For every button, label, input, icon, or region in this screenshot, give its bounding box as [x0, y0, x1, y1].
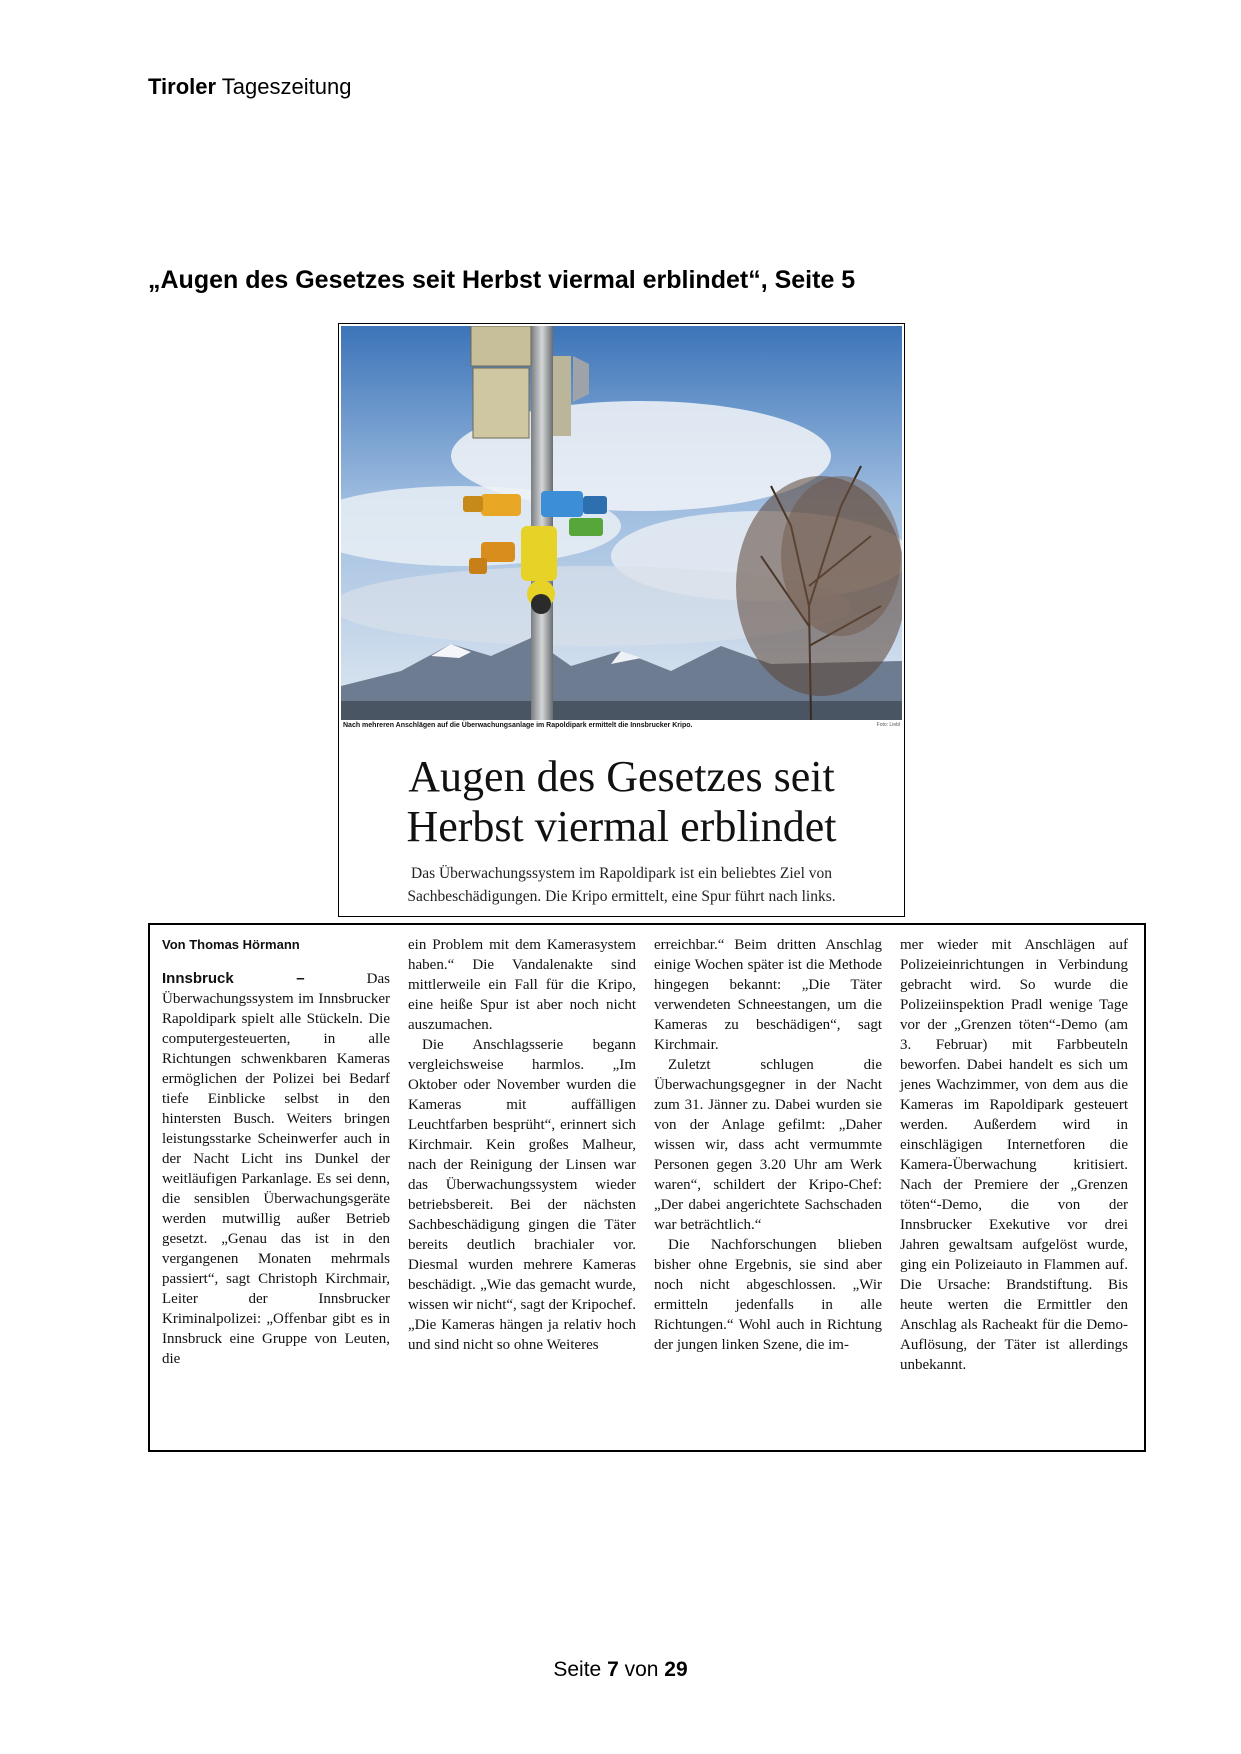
current-page: 7: [607, 1658, 619, 1681]
clipping-subtitle: [339, 862, 904, 908]
article-paragraph: erreichbar.“ Beim dritten Anschlag einige Wochen später ist die Methode hingegen bekannt: „Die Täter verwendeten Schneestangen, um die Kameras zu beschädigen“, sagt Kirchmair.: [654, 937, 882, 1053]
total-pages: 29: [664, 1658, 688, 1681]
article-paragraph: Die Anschlagsserie begann vergleichsweise harmlos. „Im Oktober oder November wurden die Kameras mit auffälligen Leuchtfarben besprüht“, erinnert sich Kirchmair. Kein großes Malheur, nach der Reinigung der Linsen war das Überwachungssystem wieder betriebsbereit. Bei der nächsten Sachbeschädigung gingen die Täter bereits deutlich brachialer vor. Diesmal wurden mehrere Kameras beschädigt. „Wie das gemacht wurde, wissen wir nicht“, sagt der Kripochef. „Die Kameras hängen ja relativ hoch und sind nicht so ohne Weiteres: [408, 1037, 636, 1353]
article-column-1: [162, 935, 390, 1369]
newspaper-name-regular: Tageszeitung: [216, 74, 352, 99]
clipping-title-line-2: Herbst viermal erblindet: [406, 802, 837, 851]
dateline: Innsbruck –: [162, 970, 305, 987]
article-byline: Von Thomas Hörmann: [162, 937, 300, 952]
article-column-3: [654, 935, 882, 1355]
article-paragraph: Die Nachforschungen blieben bisher ohne Ergebnis, sie sind aber noch nicht abgeschlossen. „Wir ermitteln jedenfalls in alle Richtungen.“ Wohl auch in Richtung der jungen linken Szene, die im-: [654, 1237, 882, 1353]
article-column-2: [408, 935, 636, 1355]
clipping-body: [148, 923, 1146, 1452]
article-paragraph: Zuletzt schlugen die Überwachungsgegner in der Nacht zum 31. Jänner zu. Dabei wurden sie von der Anlage gefilmt: „Daher wissen wir, dass acht vermummte Personen gegen 3.20 Uhr am Werk waren“, schildert der Kripo-Chef: „Der dabei angerichtete Sachschaden war beträchtlich.“: [654, 1057, 882, 1233]
clipping-title-line-1: Augen des Gesetzes seit: [408, 752, 835, 801]
page-number-middle: von: [618, 1658, 665, 1681]
article-paragraph: ein Problem mit dem Kamerasystem haben.“ Die Vandalenakte sind mittlerweile ein Fall für die Kripo, eine heiße Spur ist aber noch nicht auszumachen.: [408, 937, 636, 1033]
paragraph-text: Das Überwachungssystem im Innsbrucker Rapoldipark spielt alle Stückeln. Die computergesteuerten, in alle Richtungen schwenkbaren Kameras ermöglichen der Polizei bei Bedarf tiefe Einblicke selbst in den hintersten Busch. Weiters bringen leistungsstarke Scheinwerfer auch in der Nacht Licht ins Dunkel der weitläufigen Parkanlage. Es sei denn, die sensiblen Überwachungsgeräte werden mutwillig außer Betrieb gesetzt. „Genau das ist in den vergangenen Monaten mehrmals passiert“, sagt Christoph Kirchmair, Leiter der Innsbrucker Kriminalpolizei: „Offenbar gibt es in Innsbruck eine Gruppe von Leuten, die: [162, 971, 390, 1367]
newspaper-name-bold: Tiroler: [148, 74, 217, 99]
article-paragraph: mer wieder mit Anschlägen auf Polizeieinrichtungen in Verbindung gebracht wird. So wurde die Polizeiinspektion Pradl wenige Tage vor der „Grenzen töten“-Demo (am 3. Februar) mit Farbbeuteln beworfen. Dabei handelt es sich um jenes Wachzimmer, von dem aus die Kameras im Rapoldipark gesteuert werden. Außerdem wird in einschlägigen Internetforen die Kamera-Überwachung kritisiert. Nach der Premiere der „Grenzen töten“-Demo, die von der Innsbrucker Exekutive vor drei Jahren gewaltsam aufgelöst wurde, ging ein Polizeiauto in Flammen auf. Die Ursache: Brandstiftung. Bis heute werten die Ermittler den Anschlag als Racheakt für die Demo-Auflösung, der Täter ist allerdings unbekannt.: [900, 937, 1128, 1373]
photo-caption: Nach mehreren Anschlägen auf die Überwachungsanlage im Rapoldipark ermittelt die Innsbrucker Kripo.: [343, 722, 693, 729]
article-column-4: [900, 935, 1128, 1375]
newspaper-name: [148, 74, 351, 100]
page-number: [0, 1658, 1241, 1682]
article-paragraph: [162, 969, 390, 1369]
photo-credit: Foto: Liebl: [876, 722, 900, 728]
page-number-prefix: Seite: [553, 1658, 608, 1681]
article-photo: [341, 326, 902, 720]
clipping-subtitle-line-1: Das Überwachungssystem im Rapoldipark ist ein beliebtes Ziel von: [411, 865, 832, 882]
clipping-title: [339, 752, 904, 852]
surveillance-camera-photo: [341, 326, 902, 720]
article-reference-headline: „Augen des Gesetzes seit Herbst viermal erblindet“, Seite 5: [148, 266, 856, 294]
clipping-subtitle-line-2: Sachbeschädigungen. Die Kripo ermittelt, eine Spur führt nach links.: [407, 888, 836, 905]
clipping-top: [338, 323, 905, 917]
